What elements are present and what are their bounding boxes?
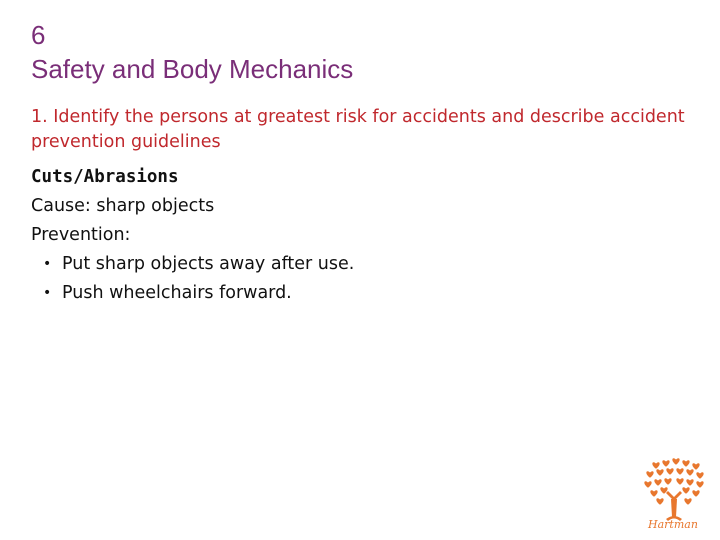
learning-objective: 1. Identify the persons at greatest risk for accidents and describe accident prevention guidelines xyxy=(31,107,685,152)
heart-leaf-icon xyxy=(692,463,699,470)
logo-wordmark: Hartman xyxy=(648,518,698,531)
chapter-number: 6 xyxy=(31,20,46,50)
heart-leaf-icon xyxy=(664,478,671,485)
heart-leaf-icon xyxy=(656,469,663,476)
heart-leaf-icon xyxy=(650,490,657,497)
list-item xyxy=(31,250,691,279)
bullet-icon: • xyxy=(43,256,52,272)
slide-content xyxy=(31,163,691,308)
heart-leaf-icon xyxy=(684,498,691,505)
chapter-header xyxy=(31,18,353,86)
heart-leaf-icon xyxy=(686,479,693,486)
bullet-icon: • xyxy=(43,285,52,301)
cause-line: Cause: sharp objects xyxy=(31,196,215,216)
section-heading: Cuts/Abrasions xyxy=(31,167,179,187)
heart-leaf-icon xyxy=(692,490,699,497)
heart-leaf-icon xyxy=(676,478,683,485)
heart-leaf-icon xyxy=(656,498,663,505)
heart-leaf-icon xyxy=(686,469,693,476)
prevention-label: Prevention: xyxy=(31,225,131,245)
heart-leaf-icon xyxy=(644,481,651,488)
heart-leaf-icon xyxy=(672,458,679,465)
list-item xyxy=(31,279,691,308)
heart-leaf-icon xyxy=(676,468,683,475)
list-item-text: Push wheelchairs forward. xyxy=(62,283,292,303)
heart-leaf-icon xyxy=(682,487,689,494)
heart-leaf-icon xyxy=(666,468,673,475)
heart-leaf-icon xyxy=(654,479,661,486)
chapter-title: Safety and Body Mechanics xyxy=(31,54,354,84)
prevention-list xyxy=(31,250,691,308)
list-item-text: Put sharp objects away after use. xyxy=(62,254,355,274)
heart-leaf-icon xyxy=(682,460,689,467)
heart-leaf-icon xyxy=(662,460,669,467)
heart-leaf-icon xyxy=(696,472,703,479)
heart-leaf-icon xyxy=(646,471,653,478)
heart-leaf-icon xyxy=(696,481,703,488)
heart-leaf-icon xyxy=(652,462,659,469)
